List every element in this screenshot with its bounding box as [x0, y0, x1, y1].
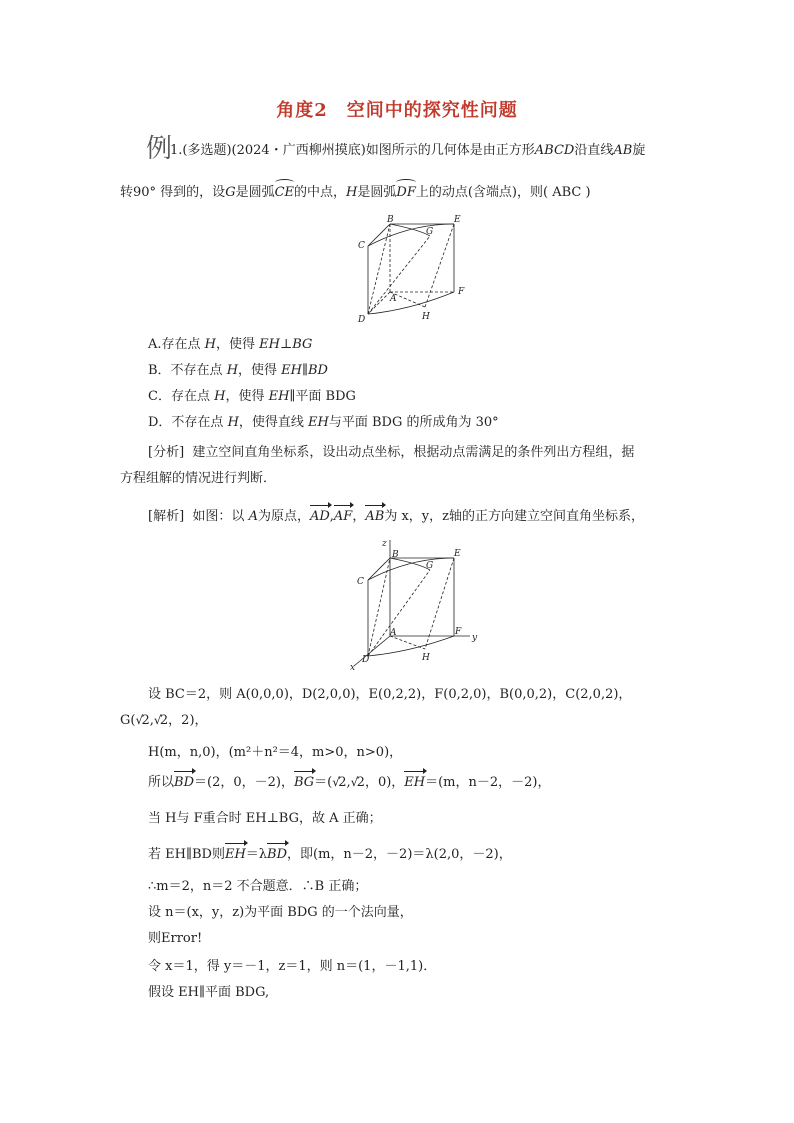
label-c: C	[357, 577, 364, 587]
edge-cb	[368, 558, 390, 580]
label-z: z	[382, 539, 387, 549]
label-b: B	[392, 550, 399, 560]
label-e: E	[454, 215, 461, 225]
edge-cb	[368, 224, 390, 246]
option-d: D．不存在点 H，使得直线 EH与平面 BDG 的所成角为 30°	[148, 415, 499, 430]
edge-eh	[425, 558, 454, 649]
arc-ce-curve	[368, 224, 454, 246]
solution-h-line: H(m，n,0)，(m²＋n²＝4，m>0，n>0)，	[148, 745, 403, 760]
label-f: F	[455, 627, 462, 637]
solution-intro: [解析] 如图：以 A为原点，AD,AF，AB为 x，y，z轴的正方向建立空间直角坐标系，	[148, 509, 644, 524]
arc-ce-curve	[368, 558, 454, 580]
edge-ad	[368, 292, 390, 314]
edge-db	[368, 558, 390, 656]
solution-let-line: 令 x＝1，得 y＝－1，z＝1，则 n＝(1，－1,1)．	[148, 959, 437, 974]
question-line-1: 1.(多选题)(2024・广西柳州摸底)如图所示的几何体是由正方形ABCD沿直线AB旋	[170, 143, 646, 158]
example-mark: 例	[146, 134, 173, 164]
solution-assume-line: 假设 EH∥平面 BDG,	[148, 985, 270, 1000]
label-e: E	[454, 549, 461, 559]
label-h: H	[422, 312, 430, 322]
solution-label: [解析]	[148, 509, 185, 524]
arc-df: DF	[396, 185, 416, 200]
solution-vector-line: 所以BD＝(2，0，－2)，BG＝(√ 2,√ 2，0)，EH＝(m，n－2，－2)，	[148, 774, 694, 792]
option-a: A.存在点 H，使得 EH⊥BG	[148, 337, 313, 352]
question-line-2: 转90° 得到的，设G是圆弧CE的中点，H是圆弧DF上的动点(含端点)，则( ABC )	[120, 185, 591, 200]
option-b: B．不存在点 H，使得 EH∥BD	[148, 363, 328, 378]
geometry-figure-2	[340, 536, 490, 672]
analysis-line-2: 方程组解的情况进行判断．	[120, 471, 277, 486]
edge-dg	[368, 570, 430, 656]
geometry-figure-1	[350, 214, 480, 328]
label-c: C	[358, 241, 365, 251]
label-f: F	[458, 287, 465, 297]
section-heading: 角度2 空间中的探究性问题	[276, 100, 518, 121]
label-b: B	[387, 215, 394, 225]
option-c: C．存在点 H，使得 EH∥平面 BDG	[148, 389, 356, 404]
arc-df-curve	[368, 292, 454, 314]
solution-case-a: 当 H与 F重合时 EH⊥BG，故 A 正确；	[148, 811, 382, 826]
label-g: G	[426, 227, 434, 237]
label-d: D	[362, 655, 370, 665]
solution-then-line: 则Error!	[148, 931, 203, 946]
label-a: A	[390, 294, 397, 304]
arc-ce: CE	[274, 185, 295, 200]
solution-normal-line: 设 n＝(x，y，z)为平面 BDG 的一个法向量，	[148, 905, 413, 920]
arc-df-curve	[368, 636, 454, 656]
label-a: A	[390, 628, 397, 638]
analysis-label: [分析]	[148, 445, 185, 460]
analysis-line-1: [分析] 建立空间直角坐标系，设出动点坐标，根据动点需满足的条件列出方程组，据	[148, 445, 635, 460]
label-x: x	[350, 663, 356, 672]
solution-g-line: G(√ 2,√ 2，2)，	[120, 712, 694, 730]
solution-conclusion-b: ∴m＝2，n＝2 不合题意．∴B 正确；	[148, 879, 368, 894]
label-y: y	[472, 633, 478, 643]
label-h: H	[422, 653, 430, 663]
label-d: D	[358, 315, 366, 325]
solution-set-line: 设 BC＝2，则 A(0,0,0)，D(2,0,0)，E(0,2,2)，F(0,2,0)，B(0,0,2)，C(2,0,2)，	[148, 687, 632, 702]
solution-case-b: 若 EH∥BD则EH＝λBD，即(m，n－2，－2)＝λ(2,0，－2)，	[148, 847, 512, 862]
label-g: G	[426, 561, 434, 571]
